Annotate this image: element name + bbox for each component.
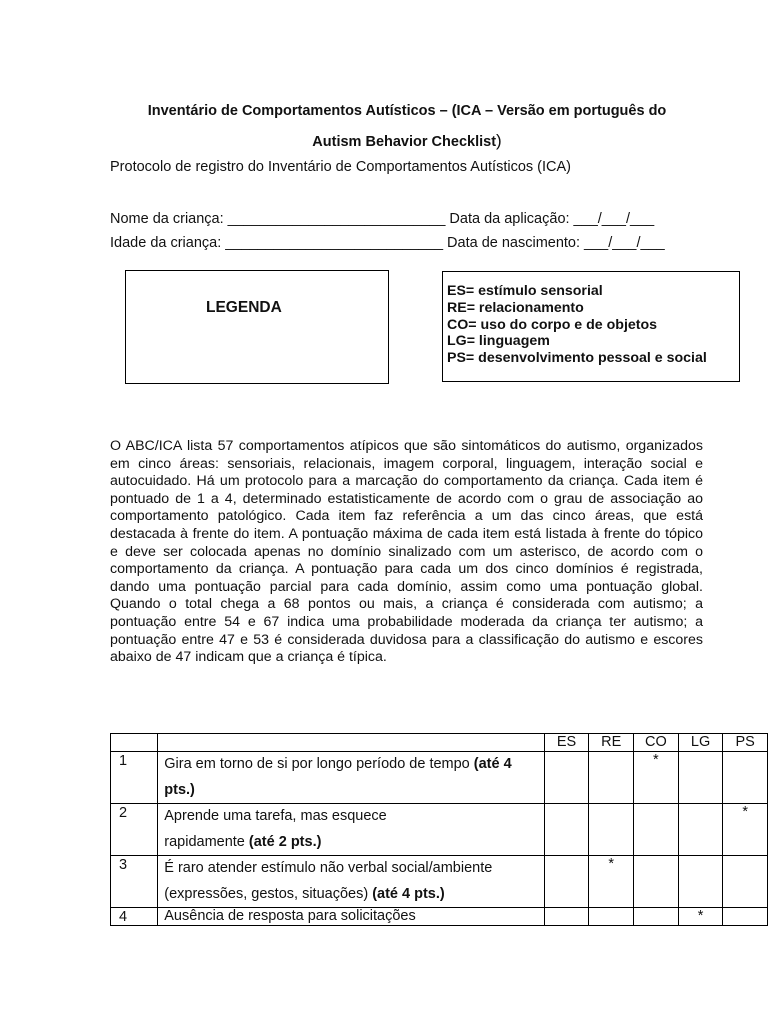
legend-item-lg: LG= linguagem	[447, 333, 550, 350]
mark-es[interactable]	[544, 908, 589, 926]
header-lg: LG	[678, 734, 723, 752]
table-header-row	[111, 734, 768, 752]
mark-co[interactable]	[634, 908, 679, 926]
protocol-subtitle: Protocolo de registro do Inventário de Comportamentos Autísticos (ICA)	[110, 159, 571, 175]
mark-lg[interactable]	[678, 752, 723, 804]
item-description	[158, 752, 544, 804]
document-title-line2-text: Autism Behavior Checklist	[312, 134, 497, 150]
mark-es[interactable]	[544, 752, 589, 804]
mark-co[interactable]	[634, 804, 679, 856]
mark-lg[interactable]	[678, 856, 723, 908]
item-text: Ausência de resposta para solicitações	[164, 908, 416, 924]
legend-item-es: ES= estímulo sensorial	[447, 283, 603, 299]
mark-es[interactable]	[544, 804, 589, 856]
item-text: Aprende uma tarefa, mas esquece rapidamente	[164, 808, 387, 850]
item-text: Gira em torno de si por longo período de tempo	[164, 756, 470, 772]
document-title-paren: )	[496, 131, 502, 150]
table-row	[111, 856, 768, 908]
mark-ps[interactable]	[723, 908, 768, 926]
mark-re[interactable]	[589, 804, 634, 856]
item-points: (até 4 pts.)	[164, 756, 512, 798]
header-ps: PS	[723, 734, 768, 752]
child-age-field[interactable]: Idade da criança: ___________________________ Data de nascimento: ___/___/___	[110, 235, 665, 251]
item-points: (até 4 pts.)	[372, 885, 445, 902]
mark-re[interactable]: *	[589, 856, 634, 908]
header-co: CO	[634, 734, 679, 752]
item-number: 4	[111, 908, 158, 926]
legend-title: LEGENDA	[206, 299, 282, 316]
item-description	[158, 804, 544, 856]
mark-ps[interactable]	[723, 856, 768, 908]
header-es: ES	[544, 734, 589, 752]
item-number: 3	[111, 856, 158, 908]
behavior-checklist-table	[110, 733, 768, 926]
mark-lg[interactable]	[678, 804, 723, 856]
table-row	[111, 752, 768, 804]
mark-co[interactable]: *	[634, 752, 679, 804]
header-num-cell	[111, 734, 158, 752]
item-points: (até 2 pts.)	[248, 833, 322, 850]
header-re: RE	[589, 734, 634, 752]
item-number: 2	[111, 804, 158, 856]
mark-lg[interactable]: *	[678, 908, 723, 926]
mark-co[interactable]	[634, 856, 679, 908]
mark-re[interactable]	[589, 908, 634, 926]
document-title-line1: Inventário de Comportamentos Autísticos – (ICA – Versão em português do	[147, 103, 667, 119]
item-description	[158, 856, 544, 908]
item-description	[158, 908, 544, 926]
document-title-line2	[110, 131, 704, 151]
legend-item-co: CO= uso do corpo e de objetos	[447, 316, 658, 333]
table-row	[111, 804, 768, 856]
mark-re[interactable]	[589, 752, 634, 804]
child-name-field[interactable]: Nome da criança: ___________________________ Data da aplicação: ___/___/___	[110, 211, 655, 227]
mark-ps[interactable]	[723, 752, 768, 804]
table-row	[111, 908, 768, 926]
mark-ps[interactable]: *	[723, 804, 768, 856]
mark-es[interactable]	[544, 856, 589, 908]
legend-item-re: RE= relacionamento	[447, 299, 584, 316]
item-text: É raro atender estímulo não verbal social/ambiente (expressões, gestos, situações)	[164, 860, 493, 902]
item-number: 1	[111, 752, 158, 804]
legend-item-ps: PS= desenvolvimento pessoal e social	[447, 350, 707, 367]
instructions-paragraph: O ABC/ICA lista 57 comportamentos atípicos que são sintomáticos do autismo, organizados em cinco áreas: sensoriais, relacionais, imagem corporal, linguagem, interação social e autocuidado. Há um protocolo para a marcação do comportamento da criança. Cada item é pontuado de 1 a 4, determinado estatisticamente de acordo com o grau de associação ao comportamento patológico. Cada item faz referência a um das cinco áreas, que está destacada à frente do item. A pontuação máxima de cada item está listada à frente do tópico e deve ser colocada apenas no domínio sinalizado com um asterisco, de acordo com o comportamento da criança. A pontuação para cada um dos cinco domínios é registrada, dando uma pontuação parcial para cada domínio, assim como uma pontuação global. Quando o total chega a 68 pontos ou mais, a criança é considerada com autismo; a pontuação entre 54 e 67 indica uma probabilidade moderada da criança ter autismo; a pontuação entre 47 e 53 é considerada duvidosa para a classificação do autismo e escores abaixo de 47 indicam que a criança é típica.	[110, 438, 703, 666]
header-desc-cell	[158, 734, 544, 752]
legend-box	[125, 270, 389, 384]
legend-abbreviations-box	[442, 271, 740, 382]
